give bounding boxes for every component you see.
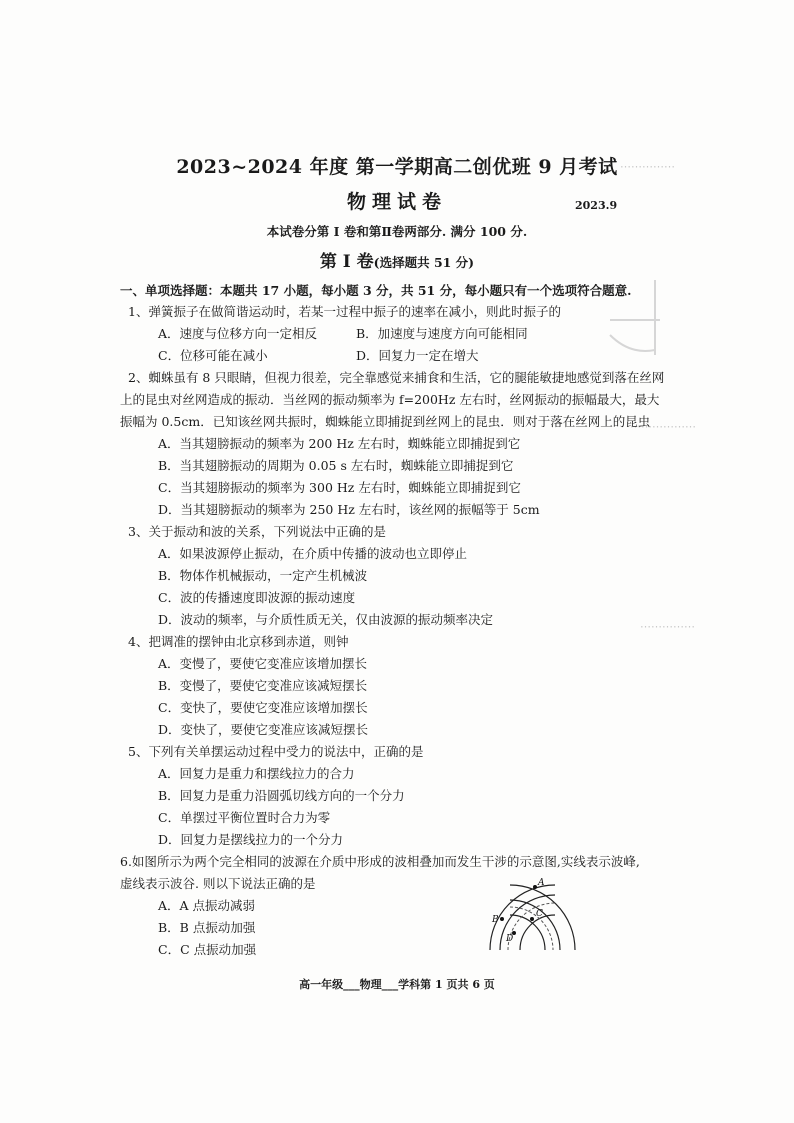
question-1-option-b: B．加速度与速度方向可能相同 <box>356 326 528 341</box>
question-2-option-b: B．当其翅膀振动的周期为 0.05 s 左右时，蜘蛛能立即捕捉到它 <box>158 458 514 473</box>
label-c: C <box>536 909 543 919</box>
question-4-stem: 4、把调准的摆钟由北京移到赤道，则钟 <box>128 634 349 649</box>
question-5-option-c: C．单摆过平衡位置时合力为零 <box>158 810 331 825</box>
exam-note: 本试卷分第 I 卷和第Ⅱ卷两部分. 满分 100 分. <box>266 224 528 239</box>
label-d: D <box>506 934 514 944</box>
question-4-option-b: B．变慢了，要使它变准应该减短摆长 <box>158 678 368 693</box>
exam-date: 2023.9 <box>575 199 618 212</box>
question-1-stem: 1、弹簧振子在做简谐运动时，若某一过程中振子的速率在减小，则此时振子的 <box>128 304 561 319</box>
question-6-option-a: A．A 点振动减弱 <box>158 898 256 913</box>
interference-figure <box>480 875 590 955</box>
part-heading <box>0 247 794 272</box>
question-3-option-b: B．物体作机械振动，一定产生机械波 <box>158 568 368 583</box>
label-a: A <box>538 878 545 888</box>
question-3-option-a: A．如果波源停止振动，在介质中传播的波动也立即停止 <box>158 546 468 561</box>
question-2-line-3: 振幅为 0.5cm．已知该丝网共振时，蜘蛛能立即捕捉到丝网上的昆虫．则对于落在丝网上的昆虫 <box>120 414 651 429</box>
bleed-through-text: ⋯⋯⋯⋯⋯ <box>640 620 695 633</box>
point-b-dot <box>500 917 504 921</box>
question-5-option-b: B．回复力是重力沿圆弧切线方向的一个分力 <box>158 788 405 803</box>
question-5-option-a: A．回复力是重力和摆线拉力的合力 <box>158 766 355 781</box>
point-a-dot <box>533 885 537 889</box>
page-footer: 高一年级___物理___学科第 1 页共 6 页 <box>299 978 495 991</box>
question-4-option-c: C．变快了，要使它变准应该增加摆长 <box>158 700 368 715</box>
question-4-option-d: D．变快了，要使它变准应该减短摆长 <box>158 722 369 737</box>
point-c-dot <box>530 917 534 921</box>
question-1-option-d: D．回复力一定在增大 <box>356 348 479 363</box>
part-subtitle: (选择题共 51 分) <box>373 255 475 270</box>
question-2-option-a: A．当其翅膀振动的频率为 200 Hz 左右时，蜘蛛能立即捕捉到它 <box>158 436 521 451</box>
question-6-option-c: C．C 点振动加强 <box>158 942 257 957</box>
question-1-option-a: A．速度与位移方向一定相反 <box>158 326 318 341</box>
question-6-line-2: 虚线表示波谷. 则以下说法正确的是 <box>120 876 316 891</box>
question-2-option-d: D．当其翅膀振动的频率为 250 Hz 左右时，该丝网的振幅等于 5cm <box>158 502 540 517</box>
question-5-stem: 5、下列有关单摆运动过程中受力的说法中，正确的是 <box>128 744 424 759</box>
question-2-line-1: 2、蜘蛛虽有 8 只眼睛，但视力很差，完全靠感觉来捕食和生活，它的腿能敏捷地感觉到落在丝网 <box>128 370 665 385</box>
question-5-option-d: D．回复力是摆线拉力的一个分力 <box>158 832 344 847</box>
question-6-line-1: 6.如图所示为两个完全相同的波源在介质中形成的波相叠加而发生干涉的示意图,实线表示波峰, <box>120 854 640 869</box>
wave-trough-arc <box>508 903 555 950</box>
question-2-line-2: 上的昆虫对丝网造成的振动．当丝网的振动频率为 f=200Hz 左右时，丝网振动的振幅最大，最大 <box>120 392 660 407</box>
part-title: 第 I 卷 <box>319 252 374 272</box>
label-b: B <box>492 915 499 925</box>
wave-trough-arc <box>510 907 553 950</box>
question-3-option-d: D．波动的频率，与介质性质无关，仅由波源的振动频率决定 <box>158 612 494 627</box>
bleed-through-text: ⋯⋯⋯⋯⋯⋯ <box>630 420 696 433</box>
question-2-option-c: C．当其翅膀振动的频率为 300 Hz 左右时，蜘蛛能立即捕捉到它 <box>158 480 521 495</box>
question-1-option-c: C．位移可能在减小 <box>158 348 268 363</box>
exam-title: 2023~2024 年度 第一学期高二创优班 9 月考试 <box>176 156 618 178</box>
exam-subtitle: 物理试卷 <box>346 191 447 213</box>
bleed-through-text: ⋯⋯⋯⋯⋯ <box>620 160 675 173</box>
question-3-option-c: C．波的传播速度即波源的振动速度 <box>158 590 356 605</box>
question-3-stem: 3、关于振动和波的关系，下列说法中正确的是 <box>128 524 386 539</box>
question-6-option-b: B．B 点振动加强 <box>158 920 256 935</box>
question-4-option-a: A．变慢了，要使它变准应该增加摆长 <box>158 656 368 671</box>
section-heading: 一、单项选择题：本题共 17 小题，每小题 3 分，共 51 分，每小题只有一个选项符合题意. <box>120 283 632 298</box>
